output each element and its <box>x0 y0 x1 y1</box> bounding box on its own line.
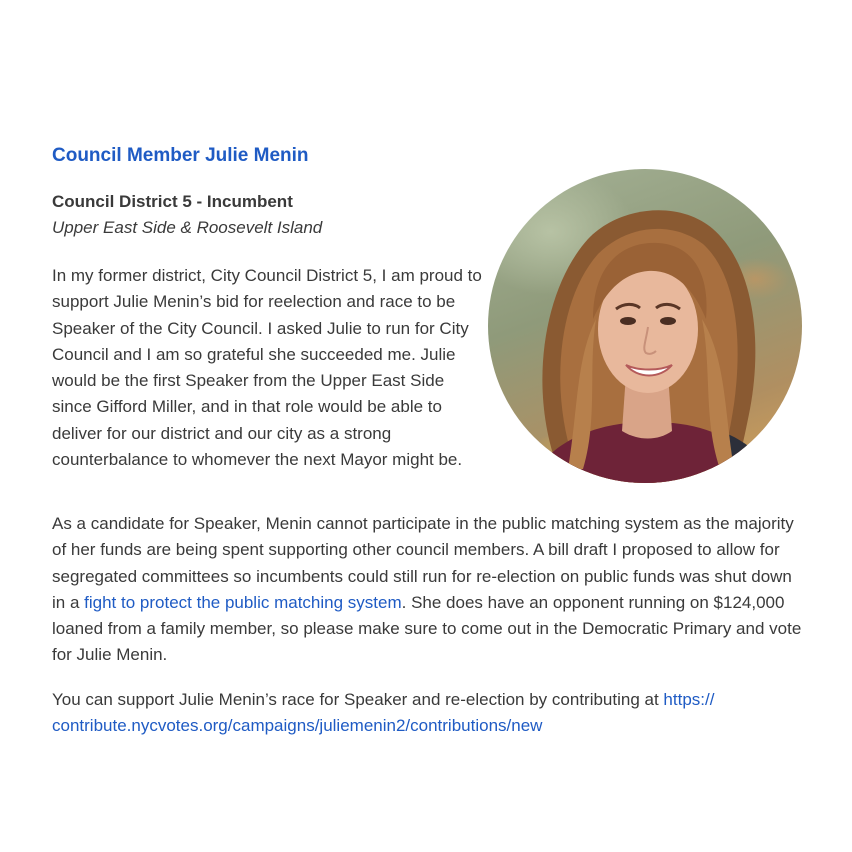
matching-funds-paragraph <box>52 511 804 669</box>
district-area: Upper East Side & Roosevelt Island <box>52 218 323 237</box>
candidate-card <box>52 143 804 739</box>
contribute-link-line2: contribute.nycvotes.org/campaigns/juliemenin2/contributions/new <box>52 716 543 736</box>
page-title: Council Member Julie Menin <box>52 145 309 166</box>
contribute-text: You can support Julie Menin’s race for Speaker and re-election by contributing at <box>52 689 664 709</box>
matching-funds-text-end: . She does have an opponent running on $124,000 loaned from a family member, so please make sure to come out in the Democratic Primary and vote for Julie Menin. <box>52 592 802 665</box>
contribute-paragraph <box>52 687 804 740</box>
public-matching-link[interactable]: fight to protect the public matching system <box>84 592 402 612</box>
candidate-portrait <box>488 169 802 483</box>
district-heading: Council District 5 - Incumbent <box>52 192 293 211</box>
contribute-link-line1: https:// <box>663 689 715 709</box>
portrait-illustration <box>488 169 802 483</box>
matching-funds-text-start: As a candidate for Speaker, Menin cannot participate in the public matching system as the majority of her funds are being spent supporting other council members. A bill draft I proposed to allow for segregated committees so incumbents could still run for re-election on public funds was shut down in a <box>52 514 794 612</box>
endorsement-paragraph: In my former district, City Council District 5, I am proud to support Julie Menin’s bid for reelection and race to be Speaker of the City Council. I asked Julie to run for City Council and I am so grateful she succeeded me. Julie would be the first Speaker from the Upper East Side since Gifford Miller, and in that role would be able to deliver for our district and our city as a strong counterbalance to whomever the next Mayor might be. <box>52 266 482 470</box>
